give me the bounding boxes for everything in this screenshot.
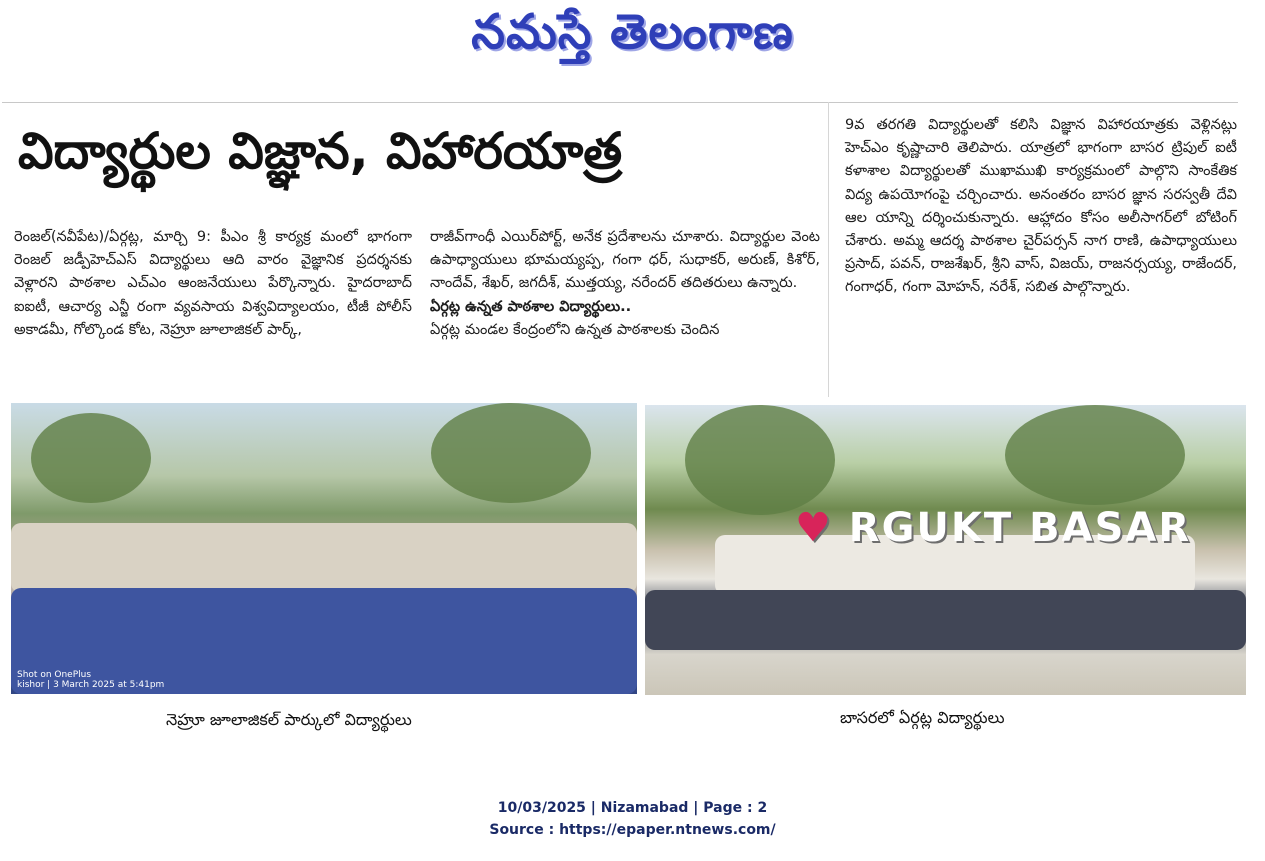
photo-tree xyxy=(1005,405,1185,505)
column-2-continuation: ఏర్గట్ల మండల కేంద్రంలోని ఉన్నత పాఠశాలకు చెందిన xyxy=(430,321,720,338)
column-2-text: రాజీవ్‌గాంధీ ఎయిర్‌పోర్ట్, అనేక ప్రదేశాలను చూశారు. విద్యార్థుల వెంట ఉపాధ్యాయులు భూమయ్యప్ప, గంగా ధర్, సుధాకర్, అరుణ్, కిశోర్, నాందేవ్, శేఖర్, జగదీశ్, ముత్తయ్య, నరేందర్ తదితరులు ఉన్నారు. xyxy=(430,229,820,292)
rgukt-sign-text: RGUKT BASAR xyxy=(848,505,1192,551)
camera-watermark-line1: Shot on OnePlus xyxy=(17,670,92,680)
photo-crowd-back xyxy=(11,523,637,593)
right-photo-caption: బాసరలో ఏర్గట్ల విద్యార్థులు xyxy=(840,708,1005,727)
heart-icon: ♥ xyxy=(795,505,833,551)
article-column-2 xyxy=(430,226,820,342)
article-column-1 xyxy=(14,226,412,342)
zoo-group-photo xyxy=(11,403,637,694)
photo-tree xyxy=(685,405,835,515)
edition-info: 10/03/2025 | Nizamabad | Page : 2 xyxy=(497,800,768,816)
source-link[interactable]: Source : https://epaper.ntnews.com/ xyxy=(489,822,776,838)
newspaper-masthead: నమస్తే తెలంగాణ xyxy=(471,4,794,60)
photo-tree xyxy=(31,413,151,503)
photo-crowd-front xyxy=(645,590,1246,650)
camera-watermark-line2: kishor | 3 March 2025 at 5:41pm xyxy=(17,680,165,690)
column-divider xyxy=(828,102,829,397)
basar-group-photo xyxy=(645,405,1246,695)
column-3-text: 9వ తరగతి విద్యార్థులతో కలిసి విజ్ఞాన విహారయాత్రకు వెళ్లినట్లు హెచ్ఎం కృష్ణాచారి తెలిపారు. యాత్రలో భాగంగా బాసర ట్రిపుల్ ఐటీ కళాశాల విద్యార్థులతో ముఖాముఖి కార్యక్రమంలో పాల్గొని సాంకేతిక విద్య ఉపయోగంపై చర్చించారు. అనంతరం బాసర జ్ఞాన సరస్వతీ దేవి ఆల యాన్ని దర్శించుకున్నారు. ఆహ్లాదం కోసం అలీసాగర్‌లో బోటింగ్ చేశారు. అమ్మ ఆదర్శ పాఠశాల చైర్‌పర్సన్ నాగ రాణి, ఉపాధ్యాయులు ప్రసాద్, పవన్, రాజశేఖర్, శ్రీని వాస్, విజయ్, రాజనర్సయ్య, రాజేందర్, గంగాధర్, గంగా మోహన్, నరేశ్, సబిత పాల్గొన్నారు. xyxy=(845,117,1237,296)
column-1-text: రెంజల్(నవీపేట)/ఏర్గట్ల, మార్చి 9: పీఎం శ్రీ కార్యక్ర మంలో భాగంగా రెంజల్ జడ్పీహెచ్ఎస్ విద్యార్థులు ఆది వారం వైజ్ఞానిక ప్రదర్శనకు వెళ్లారని పాఠశాల ఎచ్ఎం ఆంజనేయులు పేర్కొన్నారు. హైదరాబాద్ ఐఐటీ, ఆచార్య ఎన్జీ రంగా వ్యవసాయ విశ్వవిద్యాలయం, టీజీ పోలీస్ అకాడమీ, గోల్కొండ కోట, నెహ్రూ జూలాజికల్ పార్క్, xyxy=(14,229,412,338)
article-column-3 xyxy=(845,114,1237,300)
camera-watermark xyxy=(17,670,164,690)
rgukt-sign xyxy=(795,505,1191,551)
left-photo-caption: నెహ్రూ జూలాజికల్ పార్కులో విద్యార్థులు xyxy=(166,710,412,729)
article-subheading: ఏర్గట్ల ఉన్నత పాఠశాల విద్యార్థులు.. xyxy=(430,298,632,315)
top-divider xyxy=(2,102,1238,103)
photo-tree xyxy=(431,403,591,503)
article-headline: విద్యార్థుల విజ్ఞాన, విహారయాత్ర xyxy=(18,122,623,180)
